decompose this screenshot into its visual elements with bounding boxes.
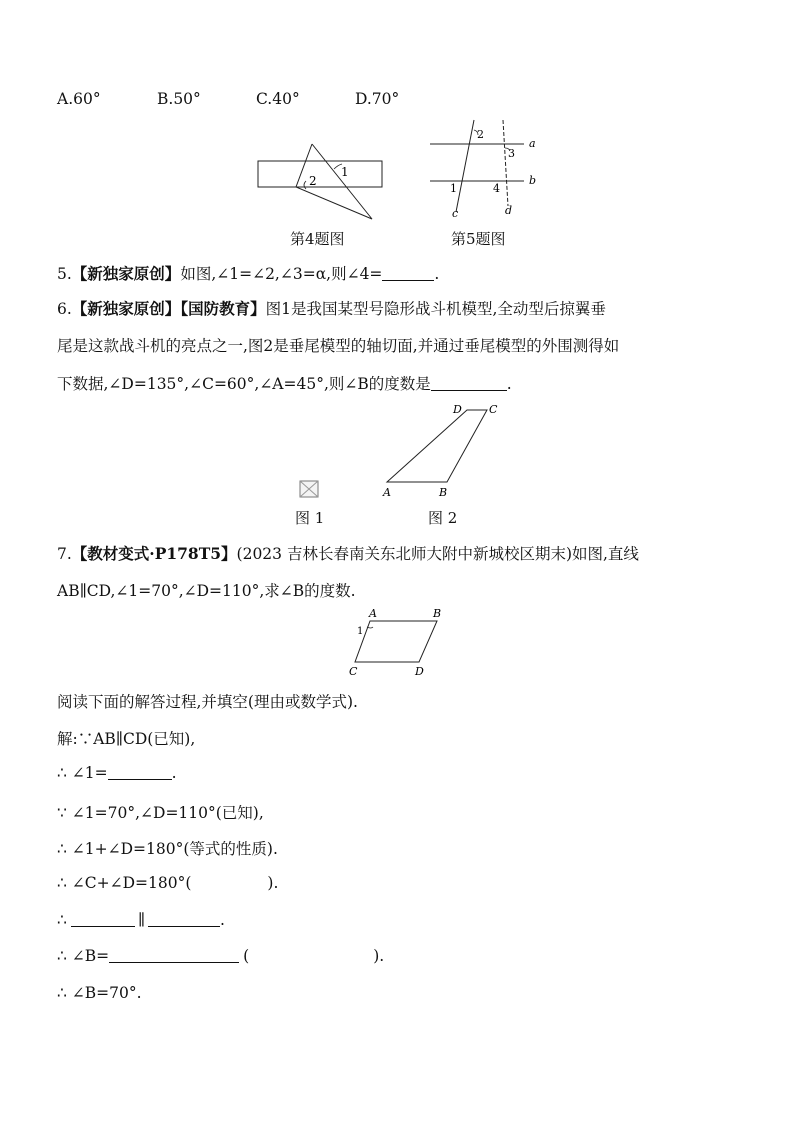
s5-text: ∴ ∠C+∠D=180°( <box>57 874 192 892</box>
fig5-line-c <box>456 120 474 212</box>
figure-5 <box>428 118 548 220</box>
choice-b: B.50° <box>157 90 201 108</box>
solution-step-1: 解:∵AB∥CD(已知), <box>57 730 196 748</box>
solution-step-7 <box>57 947 384 965</box>
fig4-angle2: 2 <box>309 174 317 188</box>
solution-step-8: ∴ ∠B=70°. <box>57 984 142 1002</box>
solution-step-2 <box>57 764 177 782</box>
q6-line2: 尾是这款战斗机的亮点之一,图2是垂尾模型的轴切面,并通过垂尾模型的外围测得如 <box>57 337 620 355</box>
fig5-angle3: 3 <box>508 147 515 160</box>
fig5-angle2: 2 <box>477 128 484 141</box>
solution-step-3: ∵ ∠1=70°,∠D=110°(已知), <box>57 804 264 822</box>
s6-text: ∴ <box>57 911 67 929</box>
fig7-label-d: D <box>415 665 424 678</box>
q6-line3: 下数据,∠D=135°,∠C=60°,∠A=45°,则∠B的度数是 <box>57 375 431 393</box>
fig5-label-b: b <box>529 174 537 187</box>
q7-tag: 【教材变式·P178T5】 <box>71 544 237 563</box>
q7-line1: (2023 吉林长春南关东北师大附中新城校区期末)如图,直线 <box>236 545 639 563</box>
s6-blank-1[interactable] <box>71 911 135 927</box>
q5-text: 如图,∠1=∠2,∠3=α,则∠4= <box>180 265 383 283</box>
s7-blank[interactable] <box>109 947 239 963</box>
fig7-angle1: 1 <box>357 626 364 637</box>
s7-open: ( <box>243 947 250 965</box>
s6-end: . <box>220 911 225 929</box>
q5-number: 5. <box>57 265 72 283</box>
question-7-line1 <box>57 542 639 564</box>
fig5-line-d <box>503 120 508 206</box>
q5-end: . <box>434 265 440 283</box>
figure-6-trapezoid <box>375 398 515 502</box>
s7-end: ). <box>373 947 385 965</box>
q5-tag: 【新独家原创】 <box>71 264 181 283</box>
q5-answer-blank[interactable] <box>382 265 434 281</box>
figure-7 <box>345 605 455 681</box>
fig4-angle1: 1 <box>341 165 349 179</box>
q6-end: . <box>506 375 512 393</box>
fig6-label-d: D <box>453 403 462 416</box>
s2-end: . <box>171 764 177 782</box>
fig5-label-c: c <box>452 207 459 220</box>
fig5-label-d: d <box>505 204 513 217</box>
choice-d: D.70° <box>355 90 400 108</box>
choice-c: C.40° <box>256 90 300 108</box>
s6-blank-2[interactable] <box>148 911 220 927</box>
fig4-triangle <box>296 144 372 219</box>
q6-line1: 图1是我国某型号隐形战斗机模型,全动型后掠翼垂 <box>265 300 606 318</box>
fig5-angle1: 1 <box>450 182 457 195</box>
s7-text: ∴ ∠B= <box>57 947 110 965</box>
fig6-label-b: B <box>439 486 448 499</box>
fig6-caption-2: 图 2 <box>428 509 458 527</box>
solution-step-6 <box>57 911 225 929</box>
q7-line2: AB∥CD,∠1=70°,∠D=110°,求∠B的度数. <box>57 582 356 600</box>
figure-4 <box>250 135 390 225</box>
fig7-label-c: C <box>349 665 358 678</box>
s5-end: ). <box>267 874 279 892</box>
solution-step-4: ∴ ∠1+∠D=180°(等式的性质). <box>57 840 278 858</box>
fig7-label-b: B <box>433 607 442 620</box>
q6-answer-blank[interactable] <box>431 375 507 391</box>
question-6-line3 <box>57 372 512 394</box>
fig7-label-a: A <box>369 607 377 620</box>
s2-blank[interactable] <box>108 764 172 780</box>
fig4-caption: 第4题图 <box>290 230 345 248</box>
fig6-caption-1: 图 1 <box>295 509 325 527</box>
solution-intro: 阅读下面的解答过程,并填空(理由或数学式). <box>57 693 358 711</box>
q7-number: 7. <box>57 545 72 563</box>
choice-a: A.60° <box>57 90 101 108</box>
s6-parallel: ∥ <box>137 911 146 929</box>
q6-tag2: 【国防教育】 <box>180 299 266 318</box>
fig6-label-a: A <box>383 486 391 499</box>
question-6-line1 <box>57 297 606 319</box>
figure-6-jet-icon <box>299 480 319 498</box>
fig5-caption: 第5题图 <box>451 230 506 248</box>
solution-step-5 <box>57 874 278 892</box>
fig5-label-a: a <box>529 137 536 150</box>
q6-tag1: 【新独家原创】 <box>71 299 181 318</box>
fig5-angle4: 4 <box>493 182 500 195</box>
question-5 <box>57 262 439 284</box>
q6-number: 6. <box>57 300 72 318</box>
fig6-label-c: C <box>489 403 498 416</box>
fig4-ruler <box>258 161 382 187</box>
s2-text: ∴ ∠1= <box>57 764 108 782</box>
